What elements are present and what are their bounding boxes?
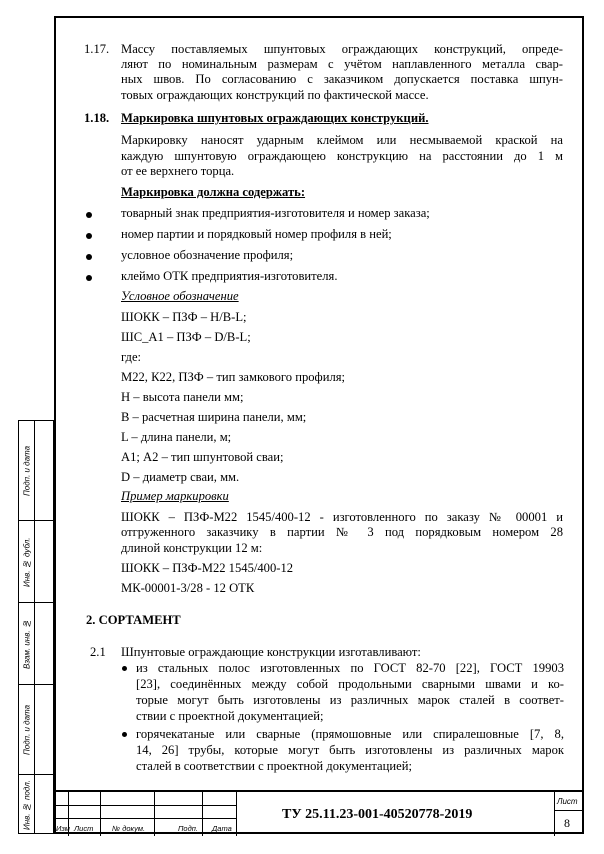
list-item-line: торые могут быть изготовлены из различных марок сталей в соответ- — [136, 693, 564, 707]
list-item-line: 14, 26] трубы, которые могут быть изготовлены из различных марок — [136, 743, 564, 757]
stamp-row-line — [54, 818, 236, 819]
stamp-col-line — [236, 792, 237, 836]
sidebar-label: Взам. инв. № — [22, 619, 32, 669]
sidebar-label: Подп. и дата — [22, 445, 32, 497]
paragraph-line: от ее верхнего торца. — [121, 164, 235, 178]
stamp-col-line — [202, 792, 203, 836]
designation-heading: Условное обозначение — [121, 289, 239, 303]
section-heading: Маркировка шпунтовых ограждающих конструкций. — [121, 111, 429, 125]
example-line: длиной конструкции 12 м: — [121, 541, 263, 555]
bullet-icon — [122, 732, 127, 737]
stamp-label-data: Дата — [212, 824, 232, 833]
sidebar-cell-podp-2 — [18, 684, 54, 774]
document-code: ТУ 25.11.23-001-40520778-2019 — [282, 807, 473, 822]
binding-sidebar — [18, 420, 54, 834]
list-item-line: [23], соединённых между собой продольными сварными швами и ко- — [136, 677, 564, 691]
stamp-label-list: Лист — [74, 824, 94, 833]
list-item: условное обозначение профиля; — [121, 248, 294, 262]
paragraph-line: товых ограждающих конструкций по фактической массе. — [121, 88, 429, 102]
designation-line: L – длина панели, м; — [121, 430, 232, 444]
stamp-col-line — [554, 792, 555, 836]
stamp-col-line — [100, 792, 101, 836]
marking-subheading: Маркировка должна содержать: — [121, 185, 306, 199]
example-heading: Пример маркировки — [121, 489, 229, 503]
stamp-label-podp: Подп. — [178, 824, 198, 833]
bullet-icon — [86, 275, 92, 281]
designation-line: D – диаметр сваи, мм. — [121, 470, 240, 484]
stamp-label-izm: Изм — [56, 824, 70, 833]
list-item: клеймо ОТК предприятия-изготовителя. — [121, 269, 338, 283]
example-line: ШОКК – ПЗФ-М22 1545/400-12 - изготовленного по заказу № 00001 и — [121, 510, 563, 524]
section-number: 1.18. — [84, 111, 110, 125]
sidebar-label: Инв. № дубл. — [22, 537, 32, 587]
title-block — [54, 790, 584, 834]
sheet-label: Лист — [557, 797, 578, 806]
paragraph-line: Массу поставляемых шпунтовых ограждающих конструкций, опреде- — [121, 42, 563, 56]
section-2-heading: 2. СОРТАМЕНТ — [86, 613, 181, 627]
example-line: отгруженного заказчику в партии № 3 под порядковым номером 28 — [121, 525, 563, 539]
section-number: 2.1 — [90, 645, 106, 659]
bullet-icon — [122, 666, 127, 671]
designation-line: ШС_А1 – ПЗФ – D/В-L; — [121, 330, 251, 344]
sidebar-label: Инв. № подл. — [22, 780, 32, 830]
bullet-icon — [86, 233, 92, 239]
example-code: ШОКК – ПЗФ-М22 1545/400-12 — [121, 561, 294, 575]
designation-line: В – расчетная ширина панели, мм; — [121, 410, 307, 424]
sidebar-label: Подп. и дата — [22, 704, 32, 756]
stamp-col-line — [154, 792, 155, 836]
list-item-line: сталей в соответствии с проектной документацией; — [136, 759, 412, 773]
paragraph-line: каждую шпунтовую ограждающею конструкцию на расстоянии до 1 м — [121, 149, 563, 163]
designation-line: М22, К22, ПЗФ – тип замкового профиля; — [121, 370, 346, 384]
designation-line: где: — [121, 350, 142, 364]
sidebar-cell-inv-podl — [18, 774, 54, 834]
designation-line: Н – высота панели мм; — [121, 390, 244, 404]
paragraph-line: ляют по номинальным размерам с учётом наплавленного металла свар- — [121, 57, 563, 71]
list-item-line: ствии с проектной документацией; — [136, 709, 324, 723]
list-item: товарный знак предприятия-изготовителя и номер заказа; — [121, 206, 430, 220]
sidebar-cell-vzam — [18, 602, 54, 684]
list-item-line: горячекатаные или сварные (прямошовные или спиралешовные [7, 8, — [136, 727, 564, 741]
designation-line: А1; А2 – тип шпунтовой сваи; — [121, 450, 284, 464]
section-number: 1.17. — [84, 42, 110, 56]
list-item-line: из стальных полос изготовленных по ГОСТ 82-70 [22], ГОСТ 19903 — [136, 661, 564, 675]
sidebar-cell-podp-1 — [18, 420, 54, 520]
paragraph-line: ных швов. По согласованию с заказчиком допускается поставка шпун- — [121, 72, 563, 86]
sheet-number: 8 — [564, 816, 570, 830]
sidebar-cell-inv-dubl — [18, 520, 54, 602]
paragraph-line: Маркировку наносят ударным клеймом или несмываемой краской на — [121, 133, 563, 147]
designation-line: ШОКК – ПЗФ – Н/В-L; — [121, 310, 247, 324]
list-item: номер партии и порядковый номер профиля в ней; — [121, 227, 392, 241]
paragraph-line: Шпунтовые ограждающие конструкции изготавливают: — [121, 645, 421, 659]
stamp-row-line — [554, 810, 582, 811]
example-code: МК-00001-3/28 - 12 ОТК — [121, 581, 255, 595]
bullet-icon — [86, 254, 92, 260]
bullet-icon — [86, 212, 92, 218]
stamp-row-line — [54, 805, 236, 806]
stamp-label-doc: № докум. — [112, 824, 146, 833]
